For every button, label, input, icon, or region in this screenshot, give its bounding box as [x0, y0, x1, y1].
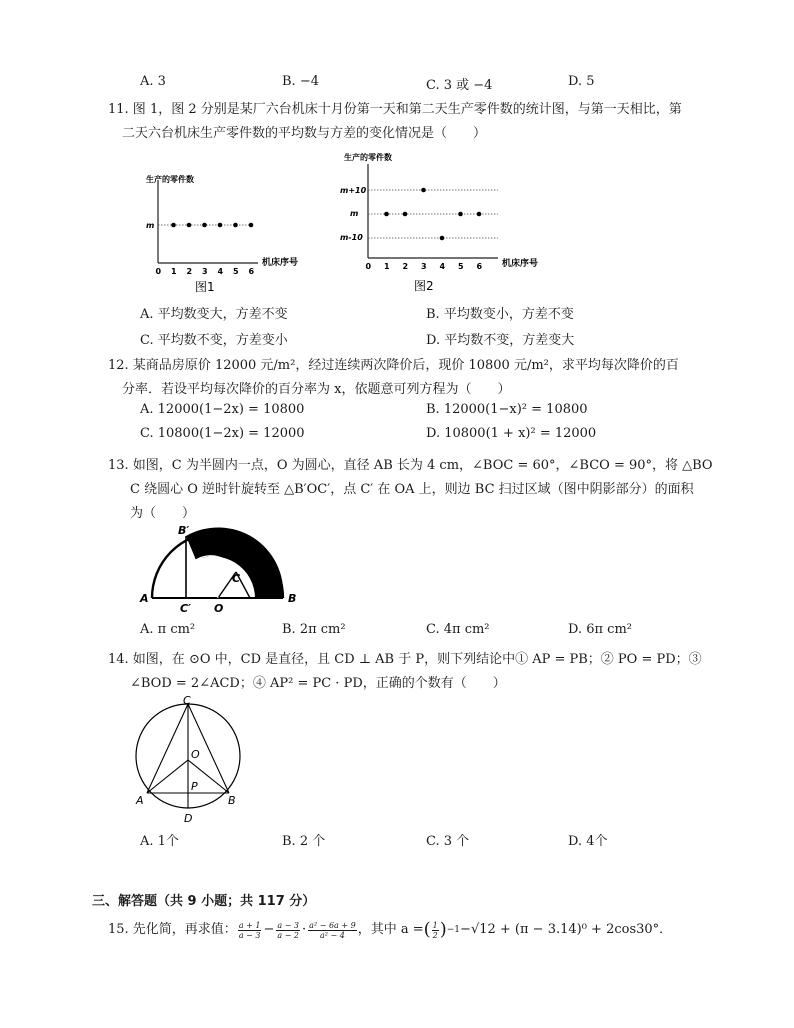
x-tick-label: 6: [248, 267, 255, 276]
q14-option-c: C. 3 个: [426, 834, 470, 849]
chart2-ylabel: 生产的零件数: [344, 153, 392, 162]
q15-f1-den: a − 3: [238, 930, 261, 940]
x-tick-label: 1: [171, 267, 177, 276]
label-p: P: [191, 780, 198, 793]
chart2-xlabel: 机床序号: [502, 259, 539, 269]
q15-f3-den: a² − 4: [320, 930, 345, 940]
label-b-prime: B′: [178, 526, 190, 537]
q15-fraction-1: [238, 921, 262, 940]
chart2-caption: 图2: [414, 279, 434, 293]
data-point: [421, 188, 426, 193]
data-point: [384, 212, 389, 217]
q15-f3-num: a² − 6a + 9: [309, 920, 356, 930]
data-point: [202, 223, 207, 228]
chart2-ytick-m: m: [350, 209, 359, 218]
label-c-prime: C′: [180, 602, 191, 615]
chart2-ytick-m-plus-10: m+10: [340, 186, 367, 195]
x-tick-label: 6: [476, 262, 483, 271]
q11-option-c: C. 平均数不变，方差变小: [140, 333, 288, 348]
x-tick-label: 2: [402, 262, 409, 271]
label-o: O: [191, 748, 200, 761]
shaded-region: [186, 527, 283, 598]
q12-text-line1: 12. 某商品房原价 12000 元/m²，经过连续两次降价后，现价 10800 元/m²，求平均每次降价的百: [108, 358, 679, 373]
q10-option-c: C. 3 或 −4: [426, 78, 493, 93]
label-c: C: [232, 572, 241, 585]
label-b: B: [288, 592, 297, 605]
q15-fraction-2: [276, 921, 300, 940]
q14-option-b: B. 2 个: [282, 834, 326, 849]
q13-option-d: D. 6π cm²: [568, 622, 632, 637]
q13-option-c: C. 4π cm²: [426, 622, 490, 637]
q11-chart1: [140, 160, 340, 300]
x-tick-label: 4: [439, 262, 446, 271]
chart1-xlabel: 机床序号: [262, 258, 299, 268]
x-tick-label: 1: [384, 262, 390, 271]
data-point: [440, 236, 445, 241]
q15-half-num: 1: [432, 920, 438, 930]
q15-text: 15. 先化简，再求值： $\frac{a + 1}{a - 3}$ − $\frac{a - 3}{a - 2}$ · $\frac{\text{a² − 6a + 9}}{\text{a² − 4}}$ ，其中 a = ( $\frac{1}{2}$ ) −1 −√12 + (π − 3.14)⁰ + 2cos30°．: [108, 919, 673, 940]
x-tick-label: 4: [217, 267, 224, 276]
q13-text-line1: 13. 如图，C 为半圆内一点，O 为圆心，直径 AB 长为 4 cm，∠BOC = 60°，∠BCO = 90°，将 △BO: [108, 458, 713, 473]
x-tick-label: 2: [186, 267, 193, 276]
q14-option-a: A. 1个: [140, 834, 179, 849]
q10-option-d: D. 5: [568, 74, 595, 89]
chart1-caption: 图1: [195, 280, 215, 294]
q13-option-b: B. 2π cm²: [282, 622, 346, 637]
data-point: [458, 212, 463, 217]
q12-text-line2: 分率．若设平均每次降价的百分率为 x，依题意可列方程为（ ）: [122, 382, 511, 397]
x-tick-label: 0: [155, 267, 162, 276]
q11-option-b: B. 平均数变小，方差不变: [426, 307, 574, 322]
data-point: [218, 223, 223, 228]
x-tick-label: 3: [421, 262, 427, 271]
chart1-ytick-m: m: [146, 221, 155, 230]
q13-option-a: A. π cm²: [140, 622, 196, 637]
chart1-ylabel: 生产的零件数: [146, 175, 194, 184]
q12-option-c: C. 10800(1−2x) = 12000: [140, 426, 305, 441]
data-point: [403, 212, 408, 217]
q14-text-line1: 14. 如图，在 ⊙O 中，CD 是直径，且 CD ⊥ AB 于 P，则下列结论中① AP = PB；② PO = PD；③: [108, 652, 702, 667]
q10-option-b: B. −4: [282, 74, 319, 89]
q11-option-a: A. 平均数变大，方差不变: [140, 307, 288, 322]
label-o: O: [214, 602, 224, 615]
x-tick-label: 5: [233, 267, 239, 276]
data-point: [171, 223, 176, 228]
q14-option-d: D. 4个: [568, 834, 608, 849]
q15-f2-num: a − 3: [277, 920, 300, 930]
label-a: A: [136, 794, 144, 807]
q15-f1-num: a + 1: [238, 920, 261, 930]
x-tick-label: 5: [458, 262, 464, 271]
x-tick-label: 0: [365, 262, 372, 271]
q15-prefix: 15. 先化简，再求值：: [108, 922, 237, 937]
q12-option-b: B. 12000(1−x)² = 10800: [426, 402, 588, 417]
q12-option-a: A. 12000(1−2x) = 10800: [140, 402, 305, 417]
q11-chart2: [338, 150, 558, 298]
q13-text-line3: 为（ ）: [130, 506, 196, 521]
q15-rest: −√12 + (π − 3.14)⁰ + 2cos30°．: [460, 922, 673, 937]
x-tick-label: 3: [202, 267, 208, 276]
label-b: B: [228, 794, 236, 807]
q15-fraction-half: [432, 921, 439, 940]
q15-half-den: 2: [432, 930, 438, 940]
q11-text-line1: 11. 图 1，图 2 分别是某厂六台机床十月份第一天和第二天生产零件数的统计图，与第一天相比，第: [108, 102, 682, 117]
data-point: [477, 212, 482, 217]
q14-text-line2: ∠BOD = 2∠ACD；④ AP² = PC · PD，正确的个数有（ ）: [130, 676, 506, 691]
q11-option-d: D. 平均数不变，方差变大: [426, 333, 575, 348]
q11-text-line2: 二天六台机床生产零件数的平均数与方差的变化情况是（ ）: [122, 126, 487, 141]
q15-f2-den: a − 2: [277, 930, 300, 940]
q13-figure: [138, 526, 308, 616]
data-point: [249, 223, 254, 228]
q13-text-line2: C 绕圆心 O 逆时针旋转至 △B′OC′，点 C′ 在 OA 上，则边 BC 扫过区域（图中阴影部分）的面积: [130, 482, 694, 497]
q14-figure: [130, 696, 250, 826]
label-a: A: [140, 592, 149, 605]
q12-option-d: D. 10800(1 + x)² = 12000: [426, 426, 597, 441]
q15-fraction-3: [308, 921, 357, 940]
label-c: C: [183, 696, 191, 707]
label-d: D: [184, 812, 193, 825]
section-3-title: 三、解答题（共 9 小题；共 117 分）: [92, 894, 316, 909]
data-point: [233, 223, 238, 228]
chart2-ytick-m-minus-10: m-10: [340, 233, 363, 242]
q15-middle: ，其中 a =: [357, 922, 424, 937]
q10-option-a: A. 3: [140, 74, 166, 89]
data-point: [187, 223, 192, 228]
